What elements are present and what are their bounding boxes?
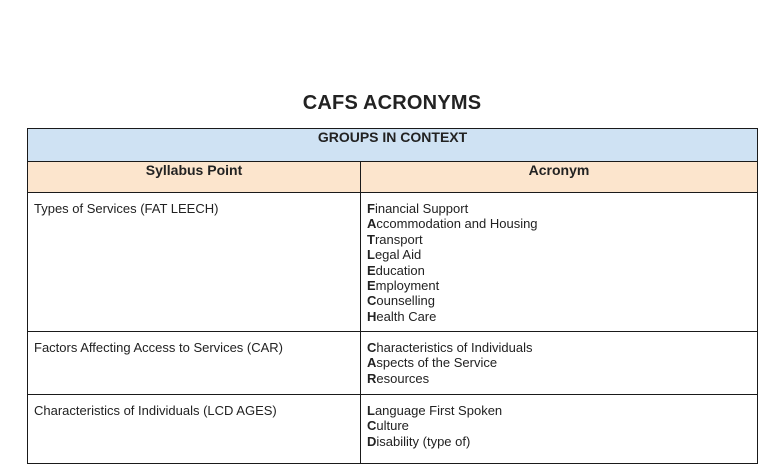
acronym-term: Education: [367, 262, 425, 278]
acronym-term: Disability (type of): [367, 433, 471, 449]
syllabus-cell: Types of Services (FAT LEECH): [28, 193, 361, 332]
column-header-syllabus: Syllabus Point: [28, 162, 361, 193]
acronym-term: Language First Spoken: [367, 403, 503, 418]
acronym-term: Aspects of the Service: [367, 355, 498, 371]
group-header-row: [28, 129, 758, 162]
acronym-table: [27, 128, 758, 464]
acronym-term: Resources: [367, 370, 430, 386]
acronym-term: Characteristics of Individuals: [367, 340, 533, 355]
syllabus-cell: Factors Affecting Access to Services (CAR): [28, 332, 361, 395]
table-row: [28, 395, 758, 464]
acronym-term: Transport: [367, 231, 423, 247]
acronym-term: Accommodation and Housing: [367, 216, 538, 232]
acronym-term: Counselling: [367, 293, 435, 309]
acronym-term: Financial Support: [367, 201, 469, 216]
table-row: [28, 332, 758, 395]
acronym-cell: [361, 332, 758, 395]
page-title: CAFS ACRONYMS: [302, 92, 482, 114]
acronym-term: Culture: [367, 418, 409, 434]
column-header-acronym: Acronym: [361, 162, 758, 193]
acronym-cell: [361, 193, 758, 332]
column-header-row: [28, 162, 758, 193]
acronym-term: Employment: [367, 278, 440, 294]
acronym-term: Legal Aid: [367, 247, 422, 263]
table-row: [28, 193, 758, 332]
group-header: GROUPS IN CONTEXT: [28, 129, 758, 162]
acronym-cell: [361, 395, 758, 464]
acronym-term: Health Care: [367, 308, 437, 324]
syllabus-cell: Characteristics of Individuals (LCD AGES): [28, 395, 361, 464]
